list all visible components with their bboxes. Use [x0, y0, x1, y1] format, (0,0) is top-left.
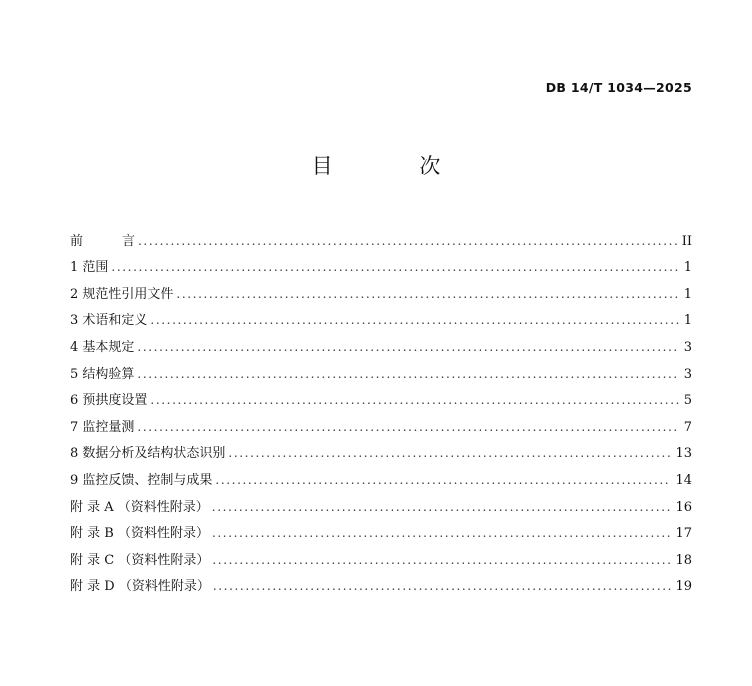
toc-entry-foreword[interactable] [70, 224, 692, 251]
toc-entry-label: 附 录 A （资料性附录） [70, 499, 209, 515]
toc-leader-dots [228, 444, 671, 462]
toc-entry-page: 17 [675, 526, 692, 542]
toc-entry-label: 9 监控反馈、控制与成果 [70, 472, 213, 488]
toc-entry-structural-checking[interactable] [70, 357, 692, 384]
toc-entry-page: 5 [683, 393, 692, 409]
toc-entry-page: 19 [675, 579, 692, 595]
toc-entry-label: 前 言 [70, 233, 136, 249]
toc-entry-normative-references[interactable] [70, 277, 692, 304]
toc-entry-page: 7 [683, 419, 692, 435]
table-of-contents [70, 224, 692, 596]
toc-entry-page: 1 [683, 286, 692, 302]
toc-entry-page: 14 [675, 472, 692, 488]
toc-entry-page: II [681, 233, 692, 249]
toc-entry-label: 2 规范性引用文件 [70, 286, 174, 302]
toc-entry-label: 6 预拱度设置 [70, 393, 148, 409]
toc-leader-dots [176, 285, 679, 303]
toc-leader-dots [213, 577, 672, 595]
toc-entry-appendix-a[interactable] [70, 490, 692, 517]
toc-entry-monitoring-feedback[interactable] [70, 463, 692, 490]
toc-entry-page: 3 [683, 339, 692, 355]
toc-entry-label: 4 基本规定 [70, 339, 135, 355]
toc-leader-dots [137, 418, 679, 436]
toc-entry-data-analysis[interactable] [70, 437, 692, 464]
toc-entry-page: 18 [675, 552, 692, 568]
toc-entry-appendix-c[interactable] [70, 543, 692, 570]
toc-leader-dots [111, 258, 679, 276]
toc-entry-page: 13 [675, 446, 692, 462]
toc-entry-label: 附 录 D （资料性附录） [70, 579, 210, 595]
toc-entry-page: 1 [683, 313, 692, 329]
toc-entry-appendix-b[interactable] [70, 517, 692, 544]
toc-leader-dots [212, 498, 672, 516]
toc-entry-page: 1 [683, 260, 692, 276]
toc-leader-dots [212, 524, 672, 542]
toc-entry-label: 7 监控量测 [70, 419, 135, 435]
toc-entry-label: 5 结构验算 [70, 366, 135, 382]
toc-entry-page: 16 [675, 499, 692, 515]
toc-leader-dots [150, 391, 679, 409]
toc-entry-label: 1 范围 [70, 260, 109, 276]
toc-entry-camber-setting[interactable] [70, 384, 692, 411]
toc-entry-terms-definitions[interactable] [70, 304, 692, 331]
toc-leader-dots [212, 551, 671, 569]
toc-leader-dots [215, 471, 671, 489]
document-code: DB 14/T 1034—2025 [545, 80, 692, 95]
toc-entry-monitoring-measurement[interactable] [70, 410, 692, 437]
toc-entry-label: 8 数据分析及结构状态识别 [70, 446, 226, 462]
toc-entry-appendix-d[interactable] [70, 570, 692, 597]
toc-leader-dots [137, 338, 679, 356]
toc-entry-basic-provisions[interactable] [70, 330, 692, 357]
toc-entry-label: 3 术语和定义 [70, 313, 148, 329]
toc-entry-label: 附 录 B （资料性附录） [70, 526, 209, 542]
toc-leader-dots [137, 365, 679, 383]
toc-entry-page: 3 [683, 366, 692, 382]
toc-leader-dots [150, 311, 679, 329]
toc-entry-label: 附 录 C （资料性附录） [70, 552, 210, 568]
page-title: 目 次 [311, 154, 481, 178]
toc-entry-scope[interactable] [70, 251, 692, 278]
toc-leader-dots [138, 232, 678, 250]
